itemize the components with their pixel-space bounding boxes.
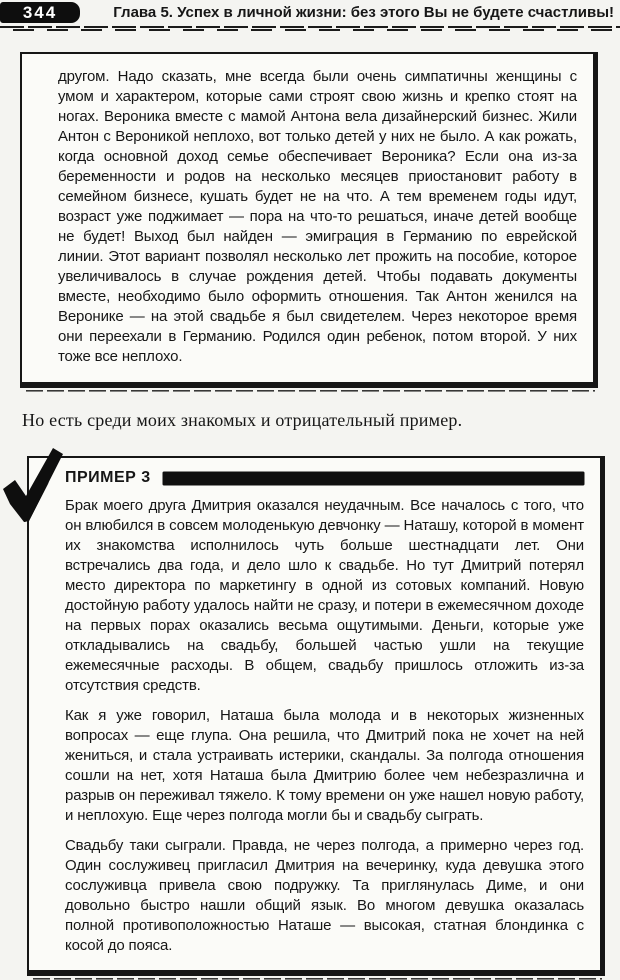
example-header [65, 469, 584, 487]
example-label: ПРИМЕР 3 [65, 469, 151, 486]
story-box-paragraph: другом. Надо сказать, мне всегда были очень симпатичны женщины с умом и характером, которые сами строят свою жизнь и крепко стоят на ногах. Вероника вместе с мамой Антона вела дизайнерский бизнес. Жили Антон с Вероникой неплохо, вот только детей у них не было. А как рожать, когда основной доход семье обеспечивает Вероника? Если она из-за беременности и родов на несколько месяцев приостановит работу в семейном бизнесе, кушать будет не на что. А тем временем годы идут, возраст уже поджимает — пора на что-то решаться, иначе детей вообще не будет! Выход был найден — эмиграция в Германию по еврейской линии. Этот вариант позволял несколько лет прожить на пособие, которое увеличивалось в случае рождения детей. Чтобы подавать документы вместе, необходимо было оформить отношения. Так Антон женился на Веронике — на этой свадьбе я был свидетелем. Через некоторое время они переехали в Германию. Родился один ребенок, потом второй. У них тоже все неплохо. [58, 68, 577, 365]
example-label-bar [163, 472, 584, 485]
lead-paragraph: Но есть среди моих знакомых и отрицательный пример. [22, 410, 463, 430]
example-box [27, 456, 605, 976]
example-paragraph: Свадьбу таки сыграли. Правда, не через полгода, а примерно через год. Один сослуживец пригласил Дмитрия на вечеринку, куда девушка этого сослуживца привела свою подружку. Та приглянулась Диме, и они довольно быстро нашли общий язык. Во многом девушка оказалась полной противоположностью Наташе — высокая, статная блондинка с косой до пояса. [65, 837, 584, 954]
header-rule [0, 26, 620, 31]
check-icon [0, 445, 66, 525]
book-page [0, 2, 620, 954]
story-box [20, 52, 598, 388]
page-header [0, 2, 620, 25]
example-paragraph: Брак моего друга Дмитрия оказался неудачным. Все началось с того, что он влюбился в совсем молоденькую девчонку — Наташу, которой в момент их знакомства исполнилось чуть больше шестнадцати лет. Они встречались два года, и дело шло к свадьбе. Но тут Дмитрий потерял место директора по маркетингу в одной из сотовых компаний. Новую достойную работу удалось найти не сразу, и потери в ежемесячном доходе на первых порах оказались весьма ощутимыми. Деньги, которые уже откладывались на свадьбу, большей частью ушли на текущие ежемесячные расходы. В общем, свадьбу пришлось отложить из-за отсутствия средств. [65, 497, 584, 694]
page-number-badge: 344 [0, 2, 80, 23]
example-paragraph: Как я уже говорил, Наташа была молода и в некоторых жизненных вопросах — еще глупа. Она решила, что Дмитрий пока не хочет на ней жениться, и стала устраивать истерики, скандалы. За полгода отношения сошли на нет, хотя Наташа была Дмитрию более чем небезразлична и разрыв он переживал тяжело. К тому времени он уже нашел новую работу, и неплохую. Еще через полгода могли бы и свадьбу сыграть. [65, 707, 584, 824]
chapter-title: Глава 5. Успех в личной жизни: без этого Вы не будете счастливы! [113, 4, 614, 21]
